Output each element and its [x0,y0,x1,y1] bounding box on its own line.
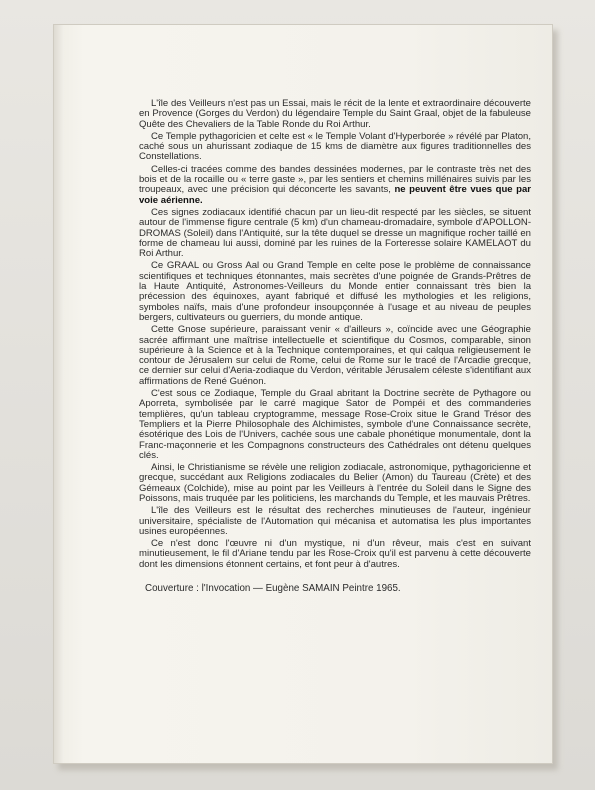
paragraph-2: Ce Temple pythagoricien et celte est « le Temple Volant d'Hyperborée » révélé par Platon, caché sous un ahurissant zodiaque de 15 kms de diamètre aux figures traditionnelles des Constellations. [139,130,531,163]
paragraph-9: L'île des Veilleurs est le résultat des recherches minutieuses de l'auteur, ingénieur universitaire, spécialiste de l'Automation qui mécanisa et automatisa les plus importantes usines européennes. [139,505,531,537]
paragraph-6: Cette Gnose supérieure, paraissant venir « d'ailleurs », coïncide avec une Géographie sacrée affirmant une maîtrise intellectuelle et scientifique du Cosmos, comparable, sinon supérieure à la Science et à la Technique contemporaines, et qui calqua religieusement le contour de Jérusalem sur celui de Rome, celui de Rome sur le tracé de l'Arcadie grecque, ce dernier sur celui d'Aeria-zodiaque du Verdon, véritable Jérusalem céleste s'identifiant aux affirmations de René Guénon. [139,324,531,387]
back-cover-text [139,99,531,596]
paragraph-8: Ainsi, le Christianisme se révèle une religion zodiacale, astronomique, pythagoricienne et grecque, succédant aux Religions zodiacales du Belier (Amon) du Taureau (Crète) et des Gémeaux (Colchide), mise au point par les Veilleurs à l'entrée du Soleil dans le Signe des Poissons, mais truquée par les politiciens, les marchands du Temple, et les mauvais Prêtres. [139,462,531,504]
paragraph-3 [139,165,531,206]
paragraph-5: Ce GRAAL ou Gross Aal ou Grand Temple en celte pose le problème de connaissance scientifiques et techniques étonnantes, mais secrètes d'une poignée de Grands-Prêtres de la Haute Antiquité, Astronomes-Veilleurs du Monde entier connaissant très bien la précession des équinoxes, ayant fabriqué et diffusé les mythologies et les religions, symboles naïfs, mais d'une profondeur insoupçonnée à l'usage et au niveau de peuples bergers, cultivateurs ou guerriers, du monde antique. [139,260,531,323]
paragraph-7: C'est sous ce Zodiaque, Temple du Graal abritant la Doctrine secrète de Pythagore ou Aporreta, symbolisée par le carré magique Sator de Pompéi et des commanderies templières, qu'un tableau cryptogramme, message Rose-Croix situe le Grand Trésor des Templiers et la Pierre Philosophale des Alchimistes, symbole d'une Connaissance secrète, ésotérique des Lois de l'Univers, cachée sous une cabale phonétique monumentale, dont la Franc-maçonnerie et les Compagnons constructeurs des Cathédrales ont détenu quelques clés. [139,388,531,461]
paragraph-4: Ces signes zodiacaux identifié chacun par un lieu-dit respecté par les siècles, se situent autour de l'immense figure centrale (5 km) d'un chameau-dromadaire, symbole d'APOLLON-DROMAS (Soleil) dans l'Antiquité, sur la tête duquel se dresse un magnifique rocher taillé en forme de chameau lui aussi, dominé par les ruines de la Forteresse solaire KAMELAOT du Roi Arthur. [139,206,531,260]
paragraph-3-bold: ne peuvent être vues que par voie aérienne. [139,184,532,206]
paragraph-1: L'île des Veilleurs n'est pas un Essai, mais le récit de la lente et extraordinaire découverte en Provence (Gorges du Verdon) du légendaire Temple du Saint Graal, objet de la fabuleuse Quête des Chevaliers de la Table Ronde du Roi Arthur. [139,98,531,130]
paragraph-3-text: Celles-ci tracées comme des bandes dessinées modernes, par le contraste très net des bois et de la rocaille ou « terre gaste », par les sentiers et chemins millénaires suivis par les troupeaux, avec une précision qui déconcerte les savants, [139,163,531,196]
book-back-cover [53,24,553,764]
spine-edge [54,25,64,763]
cover-credit: Couverture : l'Invocation — Eugène SAMAIN Peintre 1965. [145,583,401,595]
paragraph-10: Ce n'est donc l'œuvre ni d'un mystique, ni d'un rêveur, mais c'est en suivant minutieusement, le fil d'Ariane tendu par les Rose-Croix qu'il est parvenu à cette découverte dont les dimensions étonnent certains, et font peur à d'autres. [139,538,531,570]
